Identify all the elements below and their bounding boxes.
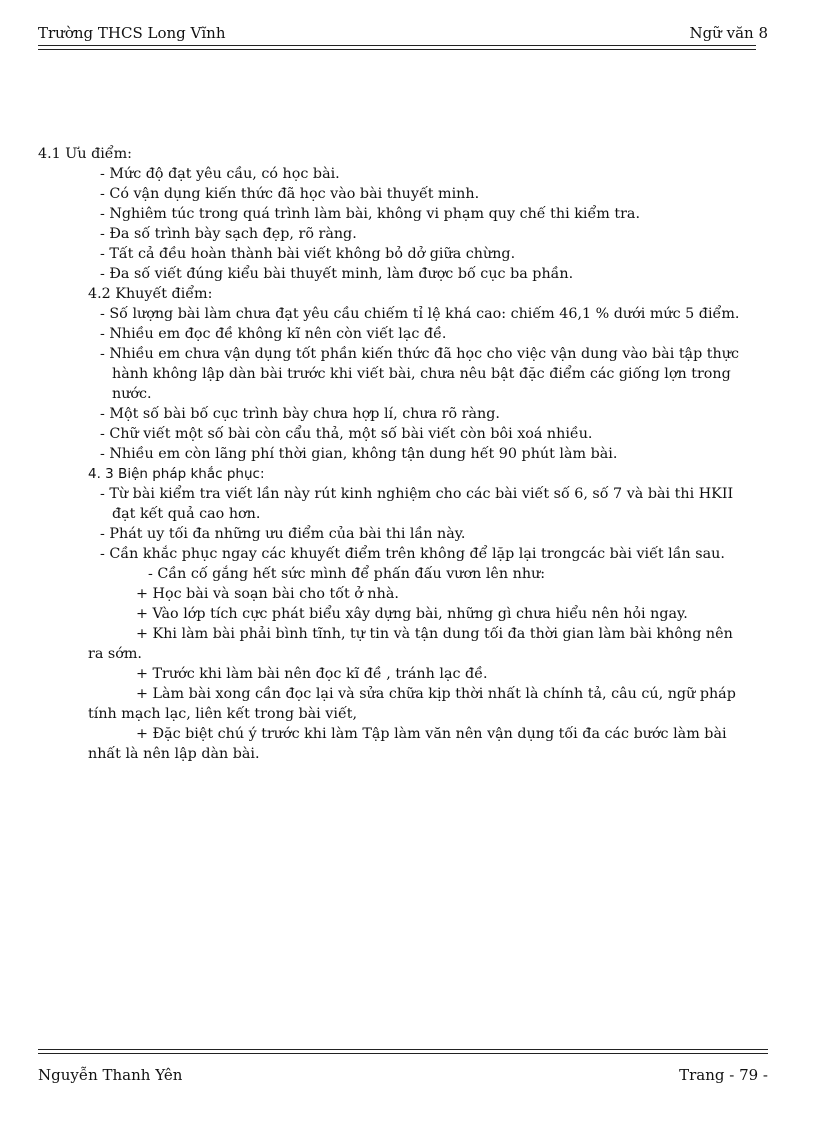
plus-item: + Học bài và soạn bài cho tốt ở nhà. (136, 586, 399, 602)
list-item: - Nhiều em đọc đề không kĩ nên còn viết lạc đề. (100, 326, 447, 342)
list-item: - Nhiều em còn lãng phí thời gian, không tận dung hết 90 phút làm bài. (100, 446, 618, 462)
list-item: - Từ bài kiểm tra viết lần này rút kinh nghiệm cho các bài viết số 6, số 7 và bài thi HKII (100, 486, 734, 502)
plus-item: + Vào lớp tích cực phát biểu xây dựng bài, những gì chưa hiểu nên hỏi ngay. (136, 606, 688, 622)
header-rule-top (38, 45, 756, 46)
list-item: - Đa số trình bày sạch đẹp, rõ ràng. (100, 226, 357, 242)
subject-name: Ngữ văn 8 (689, 24, 768, 42)
school-name: Trường THCS Long Vĩnh (38, 24, 226, 42)
plus-item-continuation: tính mạch lạc, liên kết trong bài viết, (88, 706, 358, 722)
list-item: - Nghiêm túc trong quá trình làm bài, không vi phạm quy chế thi kiểm tra. (100, 206, 641, 222)
heading-advantages: 4.1 Ưu điểm: (38, 146, 132, 162)
plus-item: + Trước khi làm bài nên đọc kĩ đề , tránh lạc đề. (136, 666, 488, 682)
list-item: - Chữ viết một số bài còn cẩu thả, một số bài viết còn bôi xoá nhiều. (100, 426, 593, 442)
sub-heading: - Cần cố gắng hết sức mình để phấn đấu vươn lên như: (148, 566, 546, 582)
list-item-continuation: đạt kết quả cao hơn. (112, 506, 261, 522)
plus-item: + Khi làm bài phải bình tĩnh, tự tin và tận dung tối đa thời gian làm bài không nên (136, 626, 733, 642)
list-item: - Cần khắc phục ngay các khuyết điểm trên không để lặp lại trongcác bài viết lần sau. (100, 546, 725, 562)
heading-remedies: 4. 3 Biện pháp khắc phục: (88, 466, 265, 482)
footer-rule-top (38, 1049, 768, 1050)
list-item: - Có vận dụng kiến thức đã học vào bài thuyết minh. (100, 186, 480, 202)
plus-item-continuation: nhất là nên lập dàn bài. (88, 746, 260, 762)
heading-weaknesses: 4.2 Khuyết điểm: (88, 286, 213, 302)
list-item: - Mức độ đạt yêu cầu, có học bài. (100, 166, 340, 182)
list-item: - Một số bài bố cục trình bày chưa hợp lí, chưa rõ ràng. (100, 406, 500, 422)
document-body (38, 144, 774, 764)
list-item: - Đa số viết đúng kiểu bài thuyết minh, làm được bố cục ba phần. (100, 266, 574, 282)
list-item: - Nhiều em chưa vận dụng tốt phần kiến thức đã học cho việc vận dung vào bài tập thực (100, 346, 739, 362)
plus-item: + Đặc biệt chú ý trước khi làm Tập làm văn nên vận dụng tối đa các bước làm bài (136, 726, 727, 742)
page-number: Trang - 79 - (679, 1066, 768, 1084)
author-name: Nguyễn Thanh Yên (38, 1066, 183, 1084)
list-item: - Số lượng bài làm chưa đạt yêu cầu chiếm tỉ lệ khá cao: chiếm 46,1 % dưới mức 5 điểm. (100, 306, 740, 322)
list-item: - Tất cả đều hoàn thành bài viết không bỏ dở giữa chừng. (100, 246, 516, 262)
list-item: - Phát uy tối đa những ưu điểm của bài thi lần này. (100, 526, 466, 542)
plus-item: + Làm bài xong cần đọc lại và sửa chữa kịp thời nhất là chính tả, câu cú, ngữ pháp (136, 686, 736, 702)
header-rule-bottom (38, 49, 756, 50)
footer-rule-bottom (38, 1053, 768, 1054)
plus-item-continuation: ra sớm. (88, 646, 142, 662)
list-item-continuation: nước. (112, 386, 152, 402)
list-item-continuation: hành không lập dàn bài trước khi viết bài, chưa nêu bật đặc điểm các giống lợn trong (112, 366, 731, 382)
